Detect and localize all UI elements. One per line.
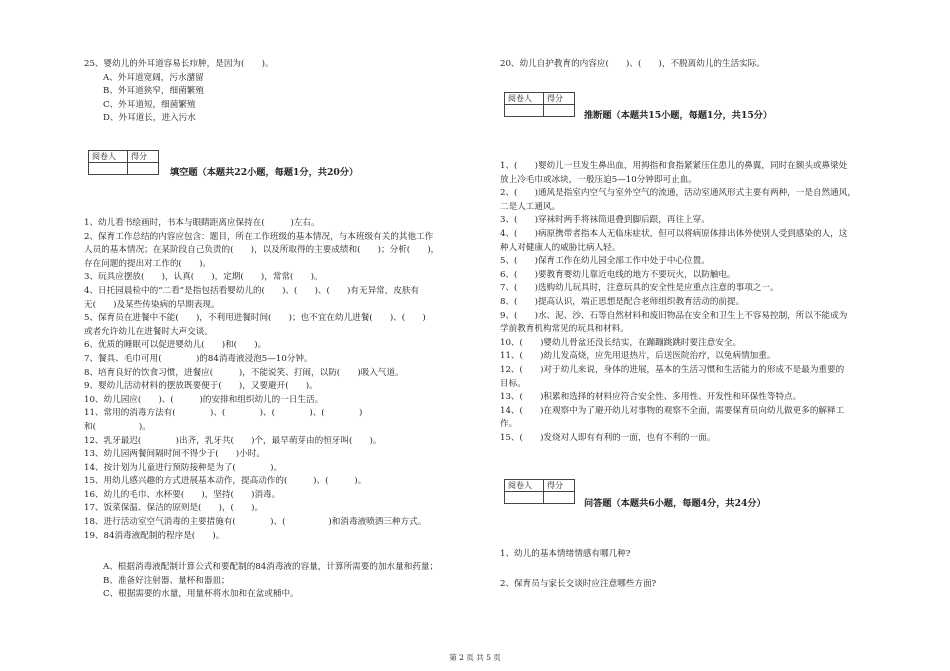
question-19-options xyxy=(84,561,438,602)
judge-question-line: 11、( )幼儿发高烧，应先用退热片，后送医院治疗，以免病情加重。 xyxy=(500,351,776,362)
essay-question-2: 2、保育员与家长交谈时应注意哪些方面? xyxy=(500,579,657,589)
score-label: 得分 xyxy=(128,151,159,163)
page-footer: 第 2 页 共 5 页 xyxy=(449,653,501,662)
fill-question-line: 4、日托园晨检中的“二看”是指包括看婴幼儿的( )、( )、( )有无异常，皮肤有 xyxy=(84,285,420,296)
option-c: C、外耳道短，细菌繁殖 xyxy=(103,99,196,110)
reviewer-cell xyxy=(505,492,544,504)
fill-question-line: 1、幼儿看书绘画时，书本与眼睛距离应保持在( )左右。 xyxy=(84,218,320,228)
score-box-judge xyxy=(504,92,575,117)
judge-question-line: 种人对健康人的威胁比病人轻。 xyxy=(500,242,621,253)
judge-question-line: 14、( )在观察中为了避开幼儿对事物的观察不全面，需要保育员向幼儿做更多的解释工 xyxy=(500,405,845,416)
judge-question-line: 6、( )要教育婴幼儿靠近电线的地方不要玩火，以防触电。 xyxy=(500,269,736,280)
option-b: B、外耳道狭窄，细菌繁殖 xyxy=(103,86,204,97)
fill-question-line: 6、优质的睡眠可以促进婴幼儿( )和( )。 xyxy=(84,340,267,351)
fill-question-line: 13、幼儿园两餐间隔时间不得少于( )小时。 xyxy=(84,449,265,460)
fill-question-line: 11、常用的消毒方法有( )、( )、( )、( ) xyxy=(84,408,363,419)
score-label: 得分 xyxy=(544,93,575,105)
score-box-fill xyxy=(88,150,159,175)
fill-question-line: 15、用幼儿感兴趣的方式进展基本动作，提高动作的( )、( )。 xyxy=(84,476,367,487)
score-box-essay xyxy=(504,479,575,504)
judge-question-line: 二是人工通风。 xyxy=(500,201,561,212)
fill-question-line: 存在问题的提出对工作的( )。 xyxy=(84,258,212,269)
question-19-option: B、准备好注射器、量杯和器皿； xyxy=(103,575,230,586)
judge-question-line: 作。 xyxy=(500,419,518,430)
judge-question-line: 2、( )通风是指室内空气与室外空气的流通，活动室通风形式主要有两种，一是自然通风， xyxy=(500,188,856,199)
fill-section-title: 填空题（本题共22小题，每题1分，共20分） xyxy=(170,167,359,178)
judge-question-line: 15、( )发烧对人即有有利的一面，也有不利的一面。 xyxy=(500,432,716,443)
judge-question-line: 12、( )对于幼儿来说，身体的进展，基本的生活习惯和生活能力的形成不是最为重要的 xyxy=(500,364,845,375)
fill-question-line: 7、餐具、毛巾可用( )的84消毒液浸泡5—10分钟。 xyxy=(84,353,313,364)
judge-question-line: 9、( )水、泥、沙、石等自然材料和废旧物品在安全和卫生上不容易控制，所以不能成为 xyxy=(500,310,848,321)
fill-question-line: 3、玩具应摆放( )，认真( )，定期( )，常常( )。 xyxy=(84,272,323,283)
fill-question-line: 无( )及某些传染病的早期表现。 xyxy=(84,299,220,310)
essay-section-title: 问答题（本题共6小题，每题4分，共24分） xyxy=(584,498,766,509)
fill-question-line: 17、饭菜保温、保洁的原则是( )，( )。 xyxy=(84,503,264,514)
fill-question-line: 19、84消毒液配制的程序是( )。 xyxy=(84,530,225,541)
judge-question-line: 学前教育机构常见的玩具和材料。 xyxy=(500,324,629,335)
fill-question-line: 8、培育良好的饮食习惯，进餐应( )，不能说笑、打闹，以防( )吸入气道。 xyxy=(84,367,404,378)
judge-question-line: 4、( )病原携带者指本人无临床症状，但可以将病原体排出体外使别人受到感染的人，这 xyxy=(500,228,848,239)
fill-question-line: 14、按计划为儿童进行预防接种是为了( )。 xyxy=(84,462,283,473)
score-cell xyxy=(544,105,575,117)
essay-question-1: 1、幼儿的基本情绪情感有哪几种? xyxy=(500,549,631,559)
fill-questions xyxy=(84,217,439,543)
question-19-option: C、根据需要的水量，用量杯将水加和在盆或桶中。 xyxy=(103,589,299,600)
fill-question-line: 2、保育工作总结的内容应包含：题目，所在工作班级的基本情况，与本班级有关的其他工作 xyxy=(84,231,434,242)
fill-question-line: 12、乳牙最迟( )出齐，乳牙共( )个，最早萌芽由的恒牙叫( )。 xyxy=(84,435,382,446)
fill-question-line: 9、婴幼儿活动材料的摆放既要便于( )，又要避开( )。 xyxy=(84,381,318,392)
score-cell xyxy=(128,163,159,175)
judge-question-line: 放上冷毛巾或冰块，一般压迫5—10分钟即可止血。 xyxy=(500,174,697,185)
fill-question-line: 10、幼儿园应( )、( )的安排和组织幼儿的一日生活。 xyxy=(84,394,324,405)
fill-question-line: 和( )。 xyxy=(84,421,151,432)
reviewer-label: 阅卷人 xyxy=(505,480,544,492)
fill-question-line: 5、保育员在进餐中不能( )，不利用进餐时间( )；也不宜在幼儿进餐( )、( ) xyxy=(84,313,426,324)
question-19-option: A、根据消毒液配制计算公式和要配制的84消毒液的容量，计算所需要的加水量和药量； xyxy=(103,562,439,572)
judge-section-title: 推断题（本题共15小题，每题1分，共15分） xyxy=(584,110,773,121)
judge-question-line: 13、( )积累和选择的材料应符合安全性、多用性、开发性和环保性等特点。 xyxy=(500,392,802,403)
judge-question-line: 5、( )保育工作在幼儿园全部工作中处于中心位置。 xyxy=(500,256,710,267)
fill-question-line: 人员的基本情况；在某阶段自己负责的( )，以及所取得的主要成绩和( )；分析( )， xyxy=(84,245,440,256)
fill-question-line: 或者允许幼儿在进餐时大声交谈。 xyxy=(84,326,213,337)
fill-question-line: 18、进行活动室空气消毒的主要措施有( )、( )和消毒液喷洒三种方式。 xyxy=(84,517,427,528)
reviewer-label: 阅卷人 xyxy=(89,151,128,163)
reviewer-label: 阅卷人 xyxy=(505,93,544,105)
judge-question-line: 3、( )穿袜时两手将袜筒退叠到脚后跟，再往上穿。 xyxy=(500,215,710,226)
judge-question-line: 8、( )提高认识，端正思想是配合老师组织教育活动的前提。 xyxy=(500,296,745,307)
judge-question-line: 目标。 xyxy=(500,378,526,389)
question-20: 20、幼儿自护教育的内容应( )、( )，不脱离幼儿的生活实际。 xyxy=(500,59,765,69)
judge-question-line: 7、( )选购幼儿玩具时，注意玩具的安全性是应重点注意的事项之一。 xyxy=(500,283,779,294)
option-a: A、外耳道宽阔，污水潴留 xyxy=(103,72,204,83)
judge-question-line: 1、( )婴幼儿一旦发生鼻出血，用拇指和食指紧紧压住患儿的鼻翼，同时在额头或鼻梁处 xyxy=(500,161,848,171)
judge-question-line: 10、( )婴幼儿骨盆还没长结实，在蹦蹦跳跳时要注意安全。 xyxy=(500,337,742,348)
score-label: 得分 xyxy=(544,480,575,492)
question-25 xyxy=(84,58,274,126)
judge-questions xyxy=(500,160,856,445)
reviewer-cell xyxy=(89,163,128,175)
score-cell xyxy=(544,492,575,504)
fill-question-line: 16、幼儿的毛巾、水杯要( )，坚持( )消毒。 xyxy=(84,489,281,500)
option-d: D、外耳道长，进入污水 xyxy=(103,113,196,124)
question-stem: 25、婴幼儿的外耳道容易长疖肿，是因为( )。 xyxy=(84,59,274,69)
reviewer-cell xyxy=(505,105,544,117)
